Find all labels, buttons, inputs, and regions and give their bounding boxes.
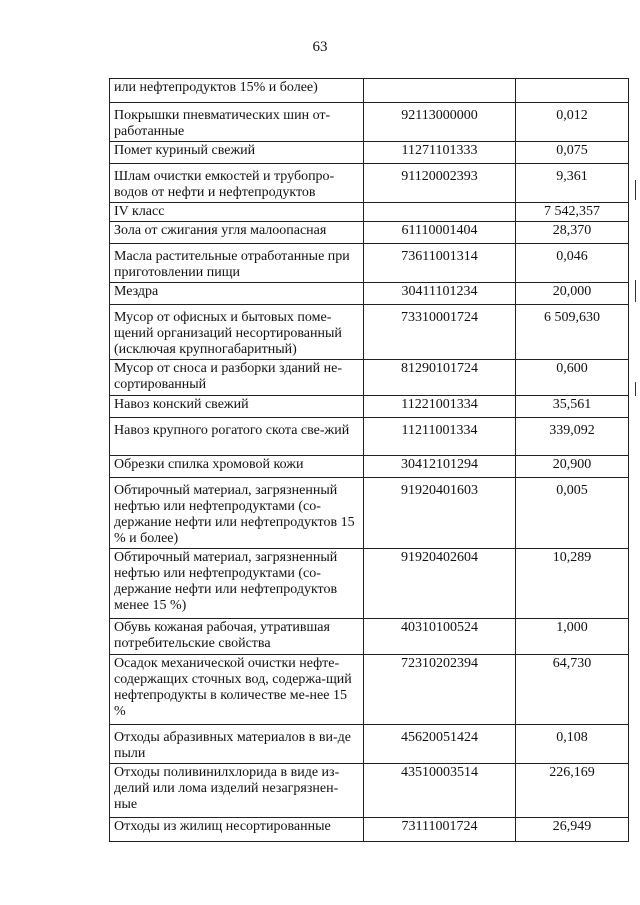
waste-mass-cell: 10,289 xyxy=(516,549,629,619)
waste-mass-cell: 20,000 xyxy=(516,283,629,305)
waste-name-cell: или нефтепродуктов 15% и более) xyxy=(110,79,364,103)
waste-code-cell: 11211001334 xyxy=(364,418,516,456)
waste-code-cell: 91120002393 xyxy=(364,164,516,203)
table-row xyxy=(110,396,629,418)
scan-edge-mark xyxy=(635,382,636,396)
waste-class-cell: IV класс xyxy=(110,203,364,222)
waste-code-cell: 81290101724 xyxy=(364,360,516,396)
scan-edge-marks xyxy=(635,180,637,476)
waste-code-cell: 61110001404 xyxy=(364,222,516,244)
waste-code-cell: 73111001724 xyxy=(364,818,516,842)
table-row xyxy=(110,655,629,725)
waste-mass-cell: 28,370 xyxy=(516,222,629,244)
scan-edge-mark xyxy=(635,180,636,200)
scan-edge-mark xyxy=(635,280,636,302)
table-row xyxy=(110,283,629,305)
table-row xyxy=(110,103,629,142)
waste-name-cell: Зола от сжигания угля малоопасная xyxy=(110,222,364,244)
table-row xyxy=(110,418,629,456)
waste-code-cell: 91920401603 xyxy=(364,478,516,549)
table-row xyxy=(110,79,629,103)
table-row xyxy=(110,764,629,818)
table-row xyxy=(110,222,629,244)
waste-table xyxy=(109,78,629,842)
waste-name-cell: Обувь кожаная рабочая, утратившая потребительские свойства xyxy=(110,619,364,655)
waste-name-cell: Навоз крупного рогатого скота све-жий xyxy=(110,418,364,456)
waste-code-cell: 30412101294 xyxy=(364,456,516,478)
waste-name-cell: Отходы абразивных материалов в ви-де пыли xyxy=(110,725,364,764)
waste-name-cell: Обтирочный материал, загрязненный нефтью или нефтепродуктами (со-держание нефти или нефтепродуктов 15 % и более) xyxy=(110,478,364,549)
waste-mass-cell: 0,046 xyxy=(516,244,629,283)
waste-code-cell: 45620051424 xyxy=(364,725,516,764)
waste-code-cell: 91920402604 xyxy=(364,549,516,619)
waste-code-cell: 92113000000 xyxy=(364,103,516,142)
waste-code-cell xyxy=(364,203,516,222)
waste-name-cell: Обрезки спилка хромовой кожи xyxy=(110,456,364,478)
waste-name-cell: Помет куриный свежий xyxy=(110,142,364,164)
table-row xyxy=(110,244,629,283)
waste-name-cell: Осадок механической очистки нефте-содержащих сточных вод, содержа-щий нефтепродукты в количестве ме-нее 15 % xyxy=(110,655,364,725)
waste-mass-cell: 226,169 xyxy=(516,764,629,818)
table-row xyxy=(110,360,629,396)
table-row xyxy=(110,478,629,549)
table-row xyxy=(110,725,629,764)
waste-code-cell: 72310202394 xyxy=(364,655,516,725)
table-row xyxy=(110,305,629,360)
waste-code-cell: 73611001314 xyxy=(364,244,516,283)
waste-name-cell: Отходы из жилищ несортированные xyxy=(110,818,364,842)
table-row xyxy=(110,142,629,164)
table-row xyxy=(110,619,629,655)
waste-code-cell: 11271101333 xyxy=(364,142,516,164)
page-number: 63 xyxy=(312,39,328,55)
waste-code-cell: 11221001334 xyxy=(364,396,516,418)
waste-mass-cell: 0,012 xyxy=(516,103,629,142)
waste-name-cell: Навоз конский свежий xyxy=(110,396,364,418)
waste-mass-cell: 0,600 xyxy=(516,360,629,396)
waste-name-cell: Обтирочный материал, загрязненный нефтью или нефтепродуктами (со-держание нефти или нефтепродуктов менее 15 %) xyxy=(110,549,364,619)
waste-mass-cell xyxy=(516,79,629,103)
waste-name-cell: Мусор от сноса и разборки зданий не-сортированный xyxy=(110,360,364,396)
waste-code-cell: 73310001724 xyxy=(364,305,516,360)
waste-name-cell: Мездра xyxy=(110,283,364,305)
waste-code-cell: 30411101234 xyxy=(364,283,516,305)
waste-mass-cell: 26,949 xyxy=(516,818,629,842)
waste-mass-cell: 9,361 xyxy=(516,164,629,203)
waste-mass-cell: 35,561 xyxy=(516,396,629,418)
waste-mass-cell: 1,000 xyxy=(516,619,629,655)
waste-mass-cell: 7 542,357 xyxy=(516,203,629,222)
table-row xyxy=(110,818,629,842)
waste-name-cell: Отходы поливинилхлорида в виде из-делий или лома изделий незагрязнен-ные xyxy=(110,764,364,818)
table-row xyxy=(110,164,629,203)
table-row xyxy=(110,203,629,222)
waste-name-cell: Масла растительные отработанные при приготовлении пищи xyxy=(110,244,364,283)
waste-name-cell: Мусор от офисных и бытовых поме-щений организаций несортированный (исключая крупногабаритный) xyxy=(110,305,364,360)
table-row xyxy=(110,549,629,619)
waste-mass-cell: 0,075 xyxy=(516,142,629,164)
waste-mass-cell: 0,108 xyxy=(516,725,629,764)
waste-name-cell: Шлам очистки емкостей и трубопро-водов от нефти и нефтепродуктов xyxy=(110,164,364,203)
waste-mass-cell: 339,092 xyxy=(516,418,629,456)
waste-mass-cell: 20,900 xyxy=(516,456,629,478)
waste-mass-cell: 64,730 xyxy=(516,655,629,725)
table-row xyxy=(110,456,629,478)
waste-code-cell xyxy=(364,79,516,103)
waste-mass-cell: 6 509,630 xyxy=(516,305,629,360)
waste-code-cell: 43510003514 xyxy=(364,764,516,818)
waste-mass-cell: 0,005 xyxy=(516,478,629,549)
waste-name-cell: Покрышки пневматических шин от-работанные xyxy=(110,103,364,142)
waste-code-cell: 40310100524 xyxy=(364,619,516,655)
